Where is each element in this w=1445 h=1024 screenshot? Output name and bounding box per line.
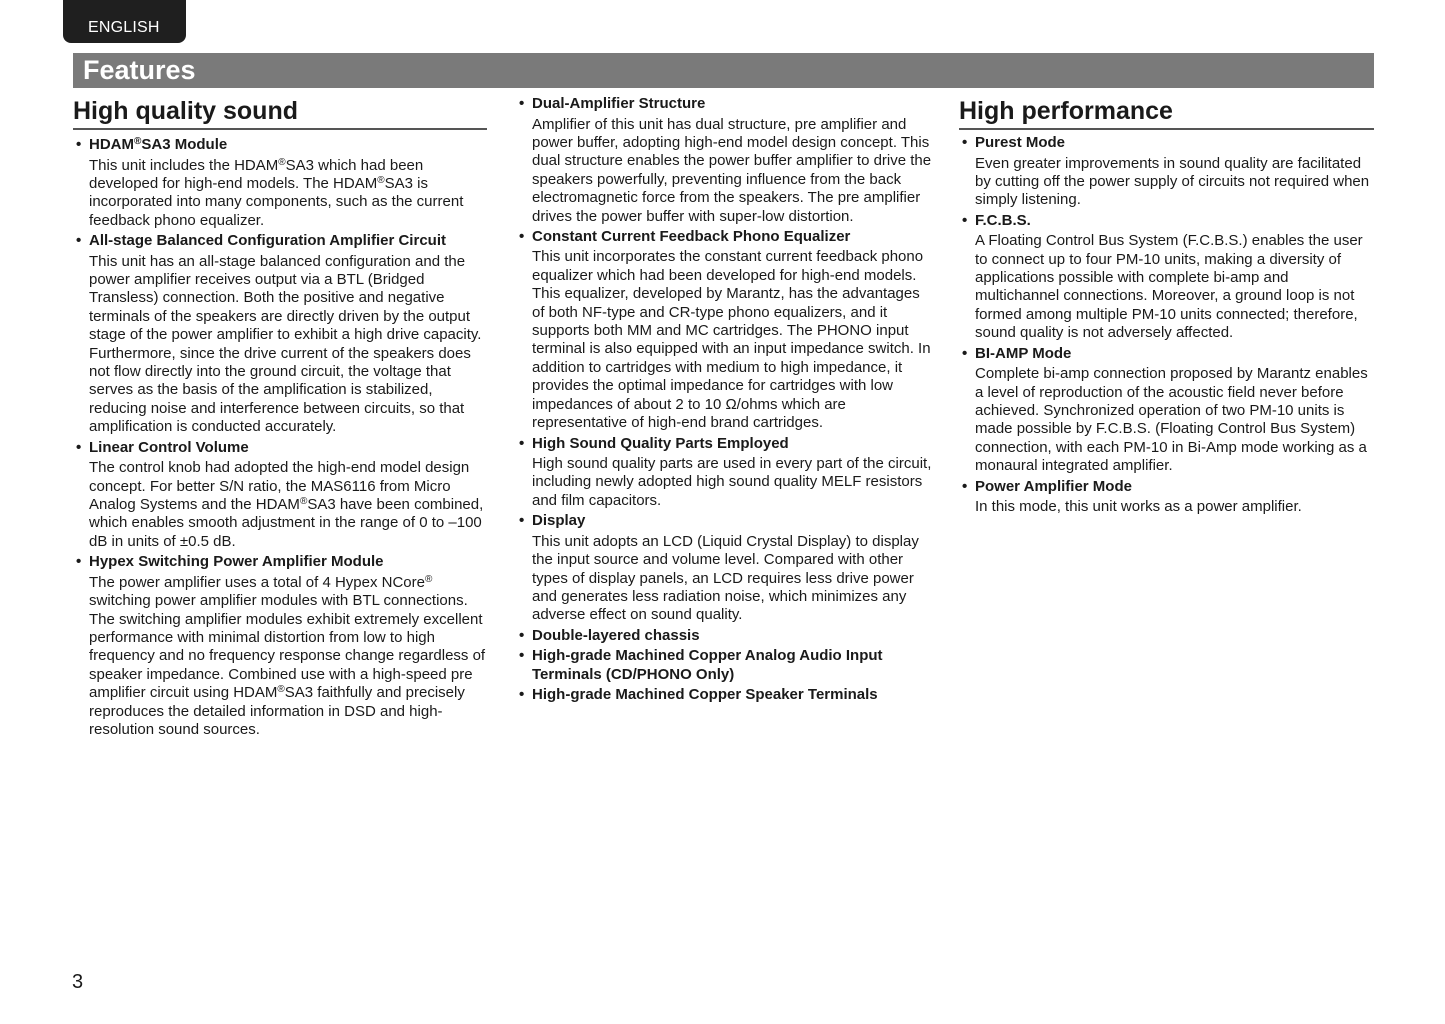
feature-title-text: High Sound Quality Parts Employed xyxy=(532,434,789,452)
feature-item-phono-equalizer xyxy=(516,228,932,433)
feature-title-text: HDAM xyxy=(89,136,134,153)
registered-mark: ® xyxy=(377,174,385,186)
feature-item-linear-volume xyxy=(73,439,487,552)
feature-description: A Floating Control Bus System (F.C.B.S.) enables the user to connect up to four PM-10 units, making a diversity of applications possible with complete bi-amp and multichannel connections. Moreover, a ground loop is not formed among multiple PM-10 units connected; therefore, sound quality is not adversely affected. xyxy=(975,232,1363,342)
bullet: • xyxy=(519,95,525,112)
registered-mark: ® xyxy=(277,684,285,696)
section-heading-high-performance: High performance xyxy=(959,95,1374,130)
feature-title-text: Linear Control Volume xyxy=(89,438,249,456)
feature-item-hdam-sa3 xyxy=(73,136,487,230)
bullet: • xyxy=(76,232,82,250)
feature-title xyxy=(76,438,487,458)
description-text: SA3 faithfully and precisely reproduces the detailed information in DSD and high-resolution sound sources. xyxy=(89,684,465,738)
feature-title-text: Dual-Amplifier Structure xyxy=(532,95,706,112)
feature-title-text: Purest Mode xyxy=(975,134,1066,151)
bullet: • xyxy=(519,227,525,245)
bullet: • xyxy=(519,626,525,644)
feature-title xyxy=(962,211,1374,231)
bullet: • xyxy=(962,344,968,362)
feature-item-display xyxy=(516,512,932,625)
feature-description: Complete bi-amp connection proposed by Marantz enables a level of reproduction of the acoustic field never before achieved. Synchronized operation of two PM-10 units is made possible by F.C.B.S. (Floating Control Bus System) connection, with each PM-10 in Bi-Amp mode working as a monaural integrated amplifier. xyxy=(975,365,1368,475)
feature-item-input-terminals xyxy=(516,647,932,684)
bullet: • xyxy=(962,211,968,229)
feature-title-text: High-grade Machined Copper Analog Audio Input Terminals (CD/PHONO Only) xyxy=(532,647,883,683)
feature-title xyxy=(519,434,932,454)
feature-title xyxy=(519,512,932,531)
feature-description xyxy=(89,459,487,551)
feature-title-text: Constant Current Feedback Phono Equalizer xyxy=(532,227,851,245)
feature-item-hypex-module xyxy=(73,553,487,739)
registered-mark: ® xyxy=(134,136,142,147)
column-features-continued xyxy=(516,95,932,707)
feature-item-speaker-terminals xyxy=(516,686,932,705)
feature-description: This unit incorporates the constant current feedback phono equalizer which had been developed for high-end models. This equalizer, developed by Marantz, has the advantages of both NF-type and CR-type phono equalizers, and it supports both MM and MC cartridges. The PHONO input terminal is also equipped with an input impedance switch. In addition to cartridges with medium to high impedance, it provides the optimal impedance for cartridges with low impedances of about 2 to 10 Ω/ohms which are representative of high-end brand cartridges. xyxy=(532,248,931,432)
bullet: • xyxy=(76,438,82,456)
column-high-performance xyxy=(959,95,1374,519)
page-number: 3 xyxy=(72,971,84,993)
description-text: SA3 which had been developed for high-end models. The HDAM xyxy=(89,156,424,192)
feature-title-text: Double-layered chassis xyxy=(532,626,700,644)
description-text: switching power amplifier modules with BTL connections. The switching amplifier modules exhibit extremely excellent performance with minimal distortion from low to high frequency and no frequency response change regardless of speaker impedance. Combined use with a high-speed pre amplifier circuit using HDAM xyxy=(89,592,486,702)
feature-title xyxy=(962,134,1374,153)
feature-title xyxy=(519,626,932,646)
feature-title-text: F.C.B.S. xyxy=(975,211,1031,229)
feature-title xyxy=(519,95,932,114)
bullet: • xyxy=(962,477,968,495)
registered-mark: ® xyxy=(299,496,308,507)
bullet: • xyxy=(519,647,525,665)
feature-title-text: High-grade Machined Copper Speaker Terminals xyxy=(532,686,878,704)
bullet: • xyxy=(519,686,525,704)
feature-description: Amplifier of this unit has dual structure, pre amplifier and power buffer, adopting high-end model design concept. This dual structure enables the power buffer amplifier to drive the speakers powerfully, preventing influence from the back electromagnetic force from the speakers. The pre amplifier drives the power buffer with super-low distortion. xyxy=(532,115,932,225)
description-text: SA3 have been combined, which enables smooth adjustment in the range of 0 to –100 dB in units of ±0.5 dB. xyxy=(89,496,484,550)
feature-title-text: Hypex Switching Power Amplifier Module xyxy=(89,553,384,571)
feature-item-double-chassis xyxy=(516,627,932,646)
feature-item-bi-amp-mode xyxy=(959,345,1374,476)
page-title: Features xyxy=(83,55,196,85)
feature-title xyxy=(76,232,487,251)
feature-title xyxy=(962,477,1374,497)
feature-title xyxy=(519,686,932,705)
bullet: • xyxy=(76,553,82,571)
feature-description: This unit has an all-stage balanced configuration and the power amplifier receives output via a BTL (Bridged Transless) connection. Both the positive and negative terminals of the speakers are directly driven by the output stage of the power amplifier to exhibit a high drive capacity. Furthermore, since the drive current of the speakers does not flow directly into the ground circuit, the voltage that serves as the basis of the amplification is stabilized, reducing noise and interference between circuits, so that amplification is conducted accurately. xyxy=(89,252,482,436)
feature-description xyxy=(89,157,487,231)
bullet: • xyxy=(519,434,525,452)
feature-item-purest-mode xyxy=(959,134,1374,210)
description-text: SA3 is incorporated into many components, such as the current feedback phono equalizer. xyxy=(89,174,464,229)
bullet: • xyxy=(962,134,968,151)
feature-title-text: SA3 Module xyxy=(141,136,228,153)
bullet: • xyxy=(76,136,82,153)
feature-item-fcbs xyxy=(959,212,1374,343)
feature-description: This unit adopts an LCD (Liquid Crystal Display) to display the input source and volume level. Compared with other types of display panels, an LCD requires less drive power and generates less radiation noise, which minimizes any adverse effect on sound quality. xyxy=(532,532,919,624)
registered-mark: ® xyxy=(424,573,433,585)
feature-title-text: Display xyxy=(532,512,586,530)
feature-item-dual-amplifier xyxy=(516,95,932,226)
description-text: The power amplifier uses a total of 4 Hypex NCore xyxy=(89,573,425,591)
section-heading-high-quality-sound: High quality sound xyxy=(73,95,487,130)
description-text: The control knob had adopted the high-end model design concept. For better S/N ratio, the MAS6116 from Micro Analog Systems and the HDAM xyxy=(89,459,470,513)
feature-title xyxy=(962,344,1374,364)
feature-title-text: All-stage Balanced Configuration Amplifier Circuit xyxy=(89,232,446,250)
feature-description xyxy=(89,574,487,740)
feature-title xyxy=(519,227,932,247)
feature-title-text: BI-AMP Mode xyxy=(975,344,1072,362)
feature-description: In this mode, this unit works as a power amplifier. xyxy=(975,498,1302,516)
feature-title xyxy=(519,647,932,684)
column-high-quality-sound xyxy=(73,95,487,741)
feature-description: Even greater improvements in sound quality are facilitated by cutting off the power supply of circuits not required when simply listening. xyxy=(975,154,1370,209)
registered-mark: ® xyxy=(278,156,286,168)
feature-title xyxy=(76,553,487,572)
bullet: • xyxy=(519,512,525,530)
feature-item-power-amp-mode xyxy=(959,478,1374,517)
feature-title-text: Power Amplifier Mode xyxy=(975,477,1132,495)
feature-description: High sound quality parts are used in every part of the circuit, including newly adopted high sound quality MELF resistors and film capacitors. xyxy=(532,455,932,509)
description-text: This unit includes the HDAM xyxy=(89,156,279,174)
features-title-bar xyxy=(73,53,1374,88)
feature-item-quality-parts xyxy=(516,435,932,511)
feature-item-balanced-circuit xyxy=(73,232,487,437)
language-tab: ENGLISH xyxy=(63,0,186,43)
feature-title xyxy=(76,136,487,155)
